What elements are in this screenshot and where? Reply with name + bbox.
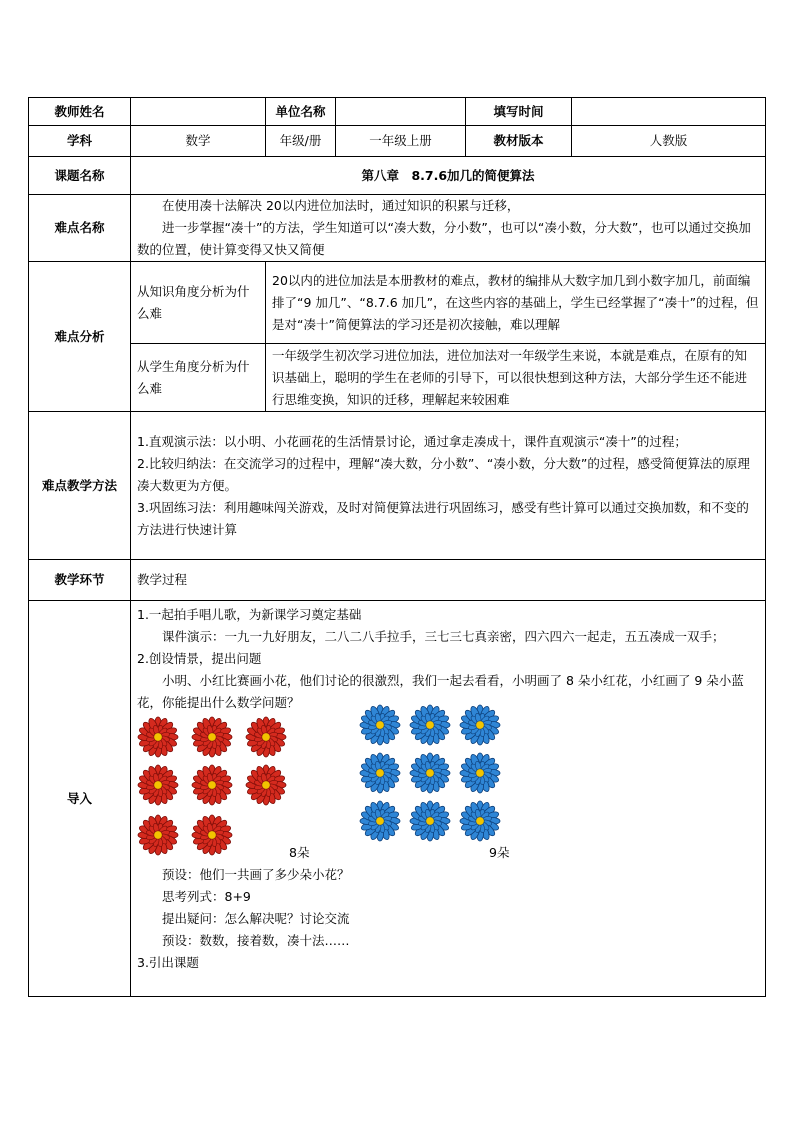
blue-flower — [359, 752, 401, 794]
red-flower — [245, 716, 287, 758]
intro-step1-text: 课件演示：一九一九好朋友，二八二八手拉手，三七三七真亲密，四六四六一起走，五五凑成一双手； — [162, 629, 725, 644]
blue-flower — [409, 704, 451, 746]
intro-label: 导入 — [29, 601, 131, 997]
subject-label: 学科 — [29, 126, 131, 157]
process-label: 教学环节 — [29, 560, 131, 601]
intro-step3-title: 3.引出课题 — [137, 955, 199, 970]
intro-content — [131, 601, 766, 997]
red-flower — [191, 764, 233, 806]
blue-flower — [359, 800, 401, 842]
fill-date-value — [572, 98, 766, 126]
flower-illustration — [137, 714, 759, 864]
intro-step2-title: 2.创设情景，提出问题 — [137, 651, 262, 666]
blue-flower — [459, 800, 501, 842]
blue-flower-count: 9朵 — [489, 845, 510, 860]
grade-value: 一年级上册 — [336, 126, 466, 157]
method-item: 1.直观演示法：以小明、小花画花的生活情景讨论，通过拿走凑成十，课件直观演示“凑十”的过程； — [137, 433, 687, 449]
intro-preset1: 预设：他们一共画了多少朵小花？ — [162, 867, 350, 882]
red-flower — [137, 716, 179, 758]
process-value: 教学过程 — [131, 560, 766, 601]
lesson-title-value: 第八章 8.7.6加几的简便算法 — [131, 157, 766, 195]
methods-content — [131, 412, 766, 560]
subject-value: 数学 — [131, 126, 266, 157]
red-flower-count: 8朵 — [289, 845, 310, 860]
blue-flower — [359, 704, 401, 746]
method-item: 3.巩固练习法：利用趣味闯关游戏，及时对简便算法进行巩固练习，感受有些计算可以通过交换加数，和不变的方法进行快速计算 — [137, 499, 749, 537]
teacher-name-label: 教师姓名 — [29, 98, 131, 126]
intro-formula: 思考列式：8+9 — [162, 889, 251, 904]
blue-flower — [459, 752, 501, 794]
red-flower — [191, 814, 233, 856]
intro-step2-text: 小明、小红比赛画小花，他们讨论的很激烈，我们一起去看看，小明画了 8 朵小红花，小红画了 9 朵小蓝花，你能提出什么数学问题？ — [137, 673, 744, 710]
difficulty-line: 在使用凑十法解决 20以内进位加法时，通过知识的积累与迁移， — [162, 198, 520, 213]
red-flower — [137, 764, 179, 806]
red-flower — [191, 716, 233, 758]
difficulty-label: 难点名称 — [29, 195, 131, 262]
lesson-plan-table — [28, 97, 766, 997]
fill-date-label: 填写时间 — [466, 98, 572, 126]
grade-label: 年级/册 — [266, 126, 336, 157]
difficulty-line: 进一步掌握“凑十”的方法，学生知道可以“凑大数，分小数”，也可以“凑小数，分大数”，也可以通过交换加数的位置，使计算变得又快又简便 — [137, 220, 751, 257]
knowledge-angle-label: 从知识角度分析为什么难 — [131, 262, 266, 344]
student-angle-text: 一年级学生初次学习进位加法，进位加法对一年级学生来说，本就是难点，在原有的知识基础上，聪明的学生在老师的引导下，可以很快想到这种方法，大部分学生还不能进行思维变换，知识的迁移，理解起来较困难 — [266, 344, 766, 412]
intro-preset2: 预设：数数，接着数，凑十法…… — [162, 933, 350, 948]
blue-flower — [409, 800, 451, 842]
blue-flower — [459, 704, 501, 746]
analysis-label: 难点分析 — [29, 262, 131, 412]
edition-label: 教材版本 — [466, 126, 572, 157]
blue-flower — [409, 752, 451, 794]
knowledge-angle-text: 20以内的进位加法是本册教材的难点，教材的编排从大数字加几到小数字加几，前面编排了“9 加几”、“8.7.6 加几”，在这些内容的基础上，学生已经掌握了“凑十”的过程，但是对“凑十”简便算法的学习还是初次接触，难以理解 — [266, 262, 766, 344]
edition-value: 人教版 — [572, 126, 766, 157]
red-flower — [137, 814, 179, 856]
difficulty-content — [131, 195, 766, 262]
lesson-title-label: 课题名称 — [29, 157, 131, 195]
red-flower — [245, 764, 287, 806]
teacher-name-value — [131, 98, 266, 126]
unit-name-label: 单位名称 — [266, 98, 336, 126]
methods-label: 难点教学方法 — [29, 412, 131, 560]
intro-question: 提出疑问：怎么解决呢？讨论交流 — [162, 911, 350, 926]
intro-step1-title: 1.一起拍手唱儿歌，为新课学习奠定基础 — [137, 607, 362, 622]
student-angle-label: 从学生角度分析为什么难 — [131, 344, 266, 412]
unit-name-value — [336, 98, 466, 126]
method-item: 2.比较归纳法：在交流学习的过程中，理解“凑大数，分小数”、“凑小数，分大数”的过程，感受简便算法的原理凑大数更为方便。 — [137, 455, 750, 493]
